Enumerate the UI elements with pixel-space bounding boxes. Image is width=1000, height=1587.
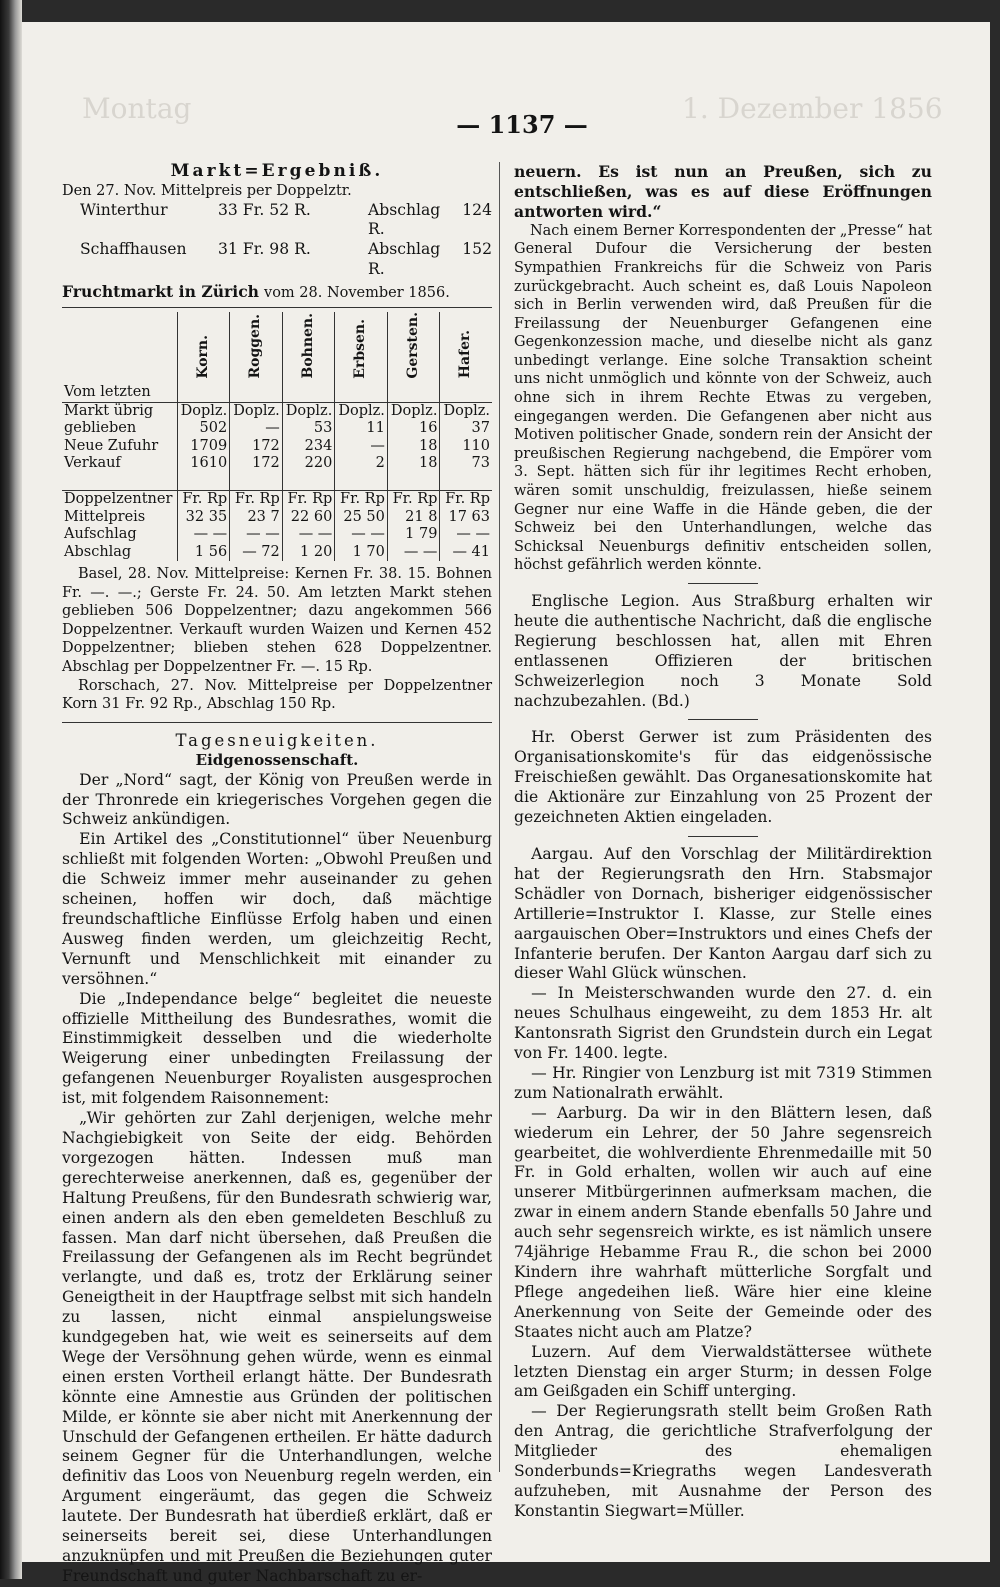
table-row: Verkauf 1610 172 220 2 18 73 (64, 455, 490, 472)
page-number: — 1137 — (456, 110, 588, 139)
article-paragraph: Nach einem Berner Korrespondenten der „Presse“ hat General Dufour die Versicherung der besten Sympathien Frankreichs für die Schweiz von Paris zurückgebracht. Auch scheint es, daß Louis Napoleon sich in Berlin verwenden wird, daß Preußen für die Freilassung der Neuenburger Gefangenen eine Gegenkonzession mache, und dieselbe nicht als ganz unbedingt verlange. Eine solche Transaktion scheint uns nicht unmöglich und könnte von der Schweiz, auch ohne sich in ihrem Rechte Etwas zu vergeben, eingegangen werden. Die Gefangenen aber nicht aus Motiven politischer Gnade, sondern rein der Ansicht der preußischen Regierung nachgebend, die Empörer vom 3. Sept. hätten sich für ihr legitimes Recht erhoben, wären somit unschuldig, freizulassen, hieße seinem Gegner nur eine Waffe in die Hände geben, die der Schweiz bei den Unterhandlungen, welche das Schicksal Neuenburgs definitiv entscheiden sollen, höchst gefährlich werden könnte. (514, 222, 932, 574)
frucht-table (62, 312, 492, 561)
col-header: Gersten. (387, 312, 440, 384)
eidg-title: Eidgenossenschaft. (195, 750, 359, 769)
table-row: Abschlag 1 56 — 72 1 20 1 70 — — — 41 (64, 543, 490, 560)
col-header: Korn. (177, 312, 230, 384)
frucht-heading (62, 282, 492, 303)
col-header: Erbsen. (335, 312, 388, 384)
markt-price: 31 Fr. 98 R. (218, 240, 311, 259)
table-row: Markt übrig Doplz. Doplz. Doplz. Doplz. Doplz. Doplz. (64, 402, 490, 419)
markt-abschlag: Abschlag 124 R. (368, 200, 492, 239)
article-paragraph: — Der Regierungsrath stellt beim Großen Rath den Antrag, die gerichtliche Strafverfolgung der Mitglieder des ehemaligen Sonderbunds=Kriegraths wegen Landesverath aufzuheben, mit Ausnahme der Person des Konstantin Siegwart=Müller. (514, 1402, 932, 1520)
tages-title: Tagesneuigkeiten. (175, 730, 379, 750)
bleed-through-right: 1. Dezember 1856 (682, 92, 943, 125)
markt-place: Winterthur (80, 200, 168, 219)
article-paragraph: Ein Artikel des „Constitutionnel“ über Neuenburg schließt mit folgenden Worten: „Obwohl Preußen und die Schweiz immer mehr auseinander zu gehen scheinen, hoffen wir doch, daß mächtige freundschaftliche Einflüsse Erfolg haben und einen Ausweg finden werden, um gleichzeitig Recht, Vernunft und Menschlichkeit mit einander zu versöhnen.“ (62, 830, 492, 988)
frucht-title: Fruchtmarkt in Zürich (62, 282, 260, 302)
rorschach-report: Rorschach, 27. Nov. Mittelpreise per Doppelzentner Korn 31 Fr. 92 Rp., Abschlag 150 Rp. (62, 677, 492, 713)
article-paragraph: Hr. Oberst Gerwer ist zum Präsidenten des Organisationskomite's für das eidgenössische Freischießen gewählt. Das Organesationskomite hat die Aktionäre zur Einzahlung von 25 Prozent der gezeichneten Aktien eingeladen. (514, 728, 932, 827)
table-row: Vom letzten (62, 384, 492, 402)
col-header: Bohnen. (282, 312, 335, 384)
markt-place: Schaffhausen (80, 240, 187, 259)
article-separator (688, 719, 758, 720)
table-row: Doppelzentner Fr. Rp Fr. Rp Fr. Rp Fr. Rp Fr. Rp Fr. Rp (64, 491, 490, 508)
col-header: Hafer. (440, 312, 492, 384)
frucht-date: vom 28. November 1856. (264, 285, 450, 302)
table-row: Aufschlag — — — — — — — — 1 79 — — (64, 526, 490, 543)
table-header-row (62, 312, 492, 384)
table-spacer (62, 473, 492, 491)
markt-row (62, 201, 492, 241)
table-top-rule (62, 307, 492, 308)
markt-date: Den 27. Nov. Mittelpreis per Doppelztr. (62, 182, 352, 199)
markt-row (62, 240, 492, 280)
table-row: Mittelpreis 32 35 23 7 22 60 25 50 21 8 17 63 (64, 508, 490, 525)
article-separator (688, 836, 758, 837)
article-paragraph: Englische Legion. Aus Straßburg erhalten wir heute die authentische Nachricht, daß die englische Regierung beschlossen hat, allen mit Ehren entlassenen Offizieren der britischen Schweizerlegion noch 3 Monate Sold nachzubezahlen. (Bd.) (514, 592, 932, 710)
article-paragraph: — Aarburg. Da wir in den Blättern lesen, daß wiederum ein Lehrer, der 50 Jahre segensreich gearbeitet, die wohlverdiente Ehrenmedaille mit 50 Fr. in Gold erhalten, wollen wir auch auf eine unserer Mitbürgerinnen aufmerksam machen, die zwar in einem andern Stande ebenfalls 50 Jahre und auch sehr segensreich wirkte, es ist nämlich unsere 74jährige Hebamme Frau R., die schon bei 2000 Kindern ihre wahrhaft mütterliche Sorgfalt und Pflege angedeihen ließ. Wäre hier eine kleine Anerkennung von Seite der Gemeinde oder des Staates nicht auch am Platze? (514, 1103, 932, 1341)
markt-price: 33 Fr. 52 R. (218, 200, 311, 219)
article-paragraph: — In Meisterschwanden wurde den 27. d. ein neues Schulhaus eingeweiht, zu dem 1853 Hr. alt Kantonsrath Sigrist den Grundstein durch ein Legat von Fr. 1400. legte. (514, 984, 932, 1063)
table-corner (62, 312, 177, 384)
article-paragraph: Der „Nord“ sagt, der König von Preußen werde in der Thronrede ein kriegerisches Vorgehen gegen die Schweiz ankündigen. (62, 770, 492, 829)
right-column (514, 162, 932, 1522)
table-row: Neue Zufuhr 1709 172 234 — 18 110 (64, 437, 490, 454)
column-divider (499, 162, 500, 1472)
newspaper-page (22, 22, 990, 1585)
basel-report: Basel, 28. Nov. Mittelpreise: Kernen Fr. 38. 15. Bohnen Fr. —. —.; Gerste Fr. 24. 50. Am letzten Markt stehen geblieben 506 Doppelzentner; dazu angekommen 566 Doppelzentner. Verkauft wurden Waizen und Kernen 452 Doppelzentner; blieben stehen 628 Doppelzentner. Abschlag per Doppelzentner Fr. —. 15 Rp. (62, 566, 492, 676)
article-paragraph: „Wir gehörten zur Zahl derjenigen, welche mehr Nachgiebigkeit von Seite der eidg. Behörden vorgezogen hätten. Indessen muß man gerechterweise anerkennen, daß es, gegenüber der Haltung Preußens, für den Bundesrath schwierig war, einen andern als den eben gemeldeten Beschluß zu fassen. Man darf nicht übersehen, daß Preußen die Freilassung der Gefangenen als im Recht begründet verlangte, und daß es, trotz der Erklärung seiner Geneigtheit in der Hauptfrage selbst mit sich handeln zu lassen, nicht einmal anspielungsweise kundgegeben hat, wie weit es seinerseits auf dem Wege der Versöhnung gehen würde, wenn es einmal einen ersten Vortheil erlangt hätte. Der Bundesrath könnte eine Amnestie aus Gründen der politischen Milde, er könnte sie aber nicht mit Anerkennung der Unschuld der Gefangenen ertheilen. Er hätte dadurch seinem Gegner für die Unterhandlungen, welche definitiv das Loos von Neuenburg regeln werden, ein Argument eingeräumt, das gegen die Schweiz lautete. Der Bundesrath hat überdieß erklärt, daß er seinerseits bereit sei, diese Unterhandlungen anzuknüpfen und mit Preußen die Beziehungen guter Freundschaft und guter Nachbarschaft zu er- (62, 1109, 492, 1585)
col-header: Roggen. (230, 312, 283, 384)
book-binding (0, 0, 22, 1579)
table-row: geblieben 502 — 53 11 16 37 (64, 420, 490, 437)
article-separator (688, 583, 758, 584)
markt-title: Markt=Ergebniß. (170, 161, 384, 181)
article-paragraph: — Hr. Ringier von Lenzburg ist mit 7319 Stimmen zum Nationalrath erwählt. (514, 1063, 932, 1102)
article-paragraph: Aargau. Auf den Vorschlag der Militärdirektion hat der Regierungsrath den Hrn. Stabsmajor Schädler von Dornach, bisheriger eidgenössischer Artillerie=Instruktor I. Klasse, zur Stelle eines aargauischen Ober=Instruktors und eines Chefs der Infanterie berufen. Der Kanton Aargau darf sich zu dieser Wahl Glück wünschen. (514, 844, 932, 983)
article-paragraph: Die „Independance belge“ begleitet die neueste offizielle Mittheilung des Bundesrathes, womit die Einstimmigkeit desselben und die wiederholte Weigerung einer unbedingten Freilassung der gefangenen Neuenburger Royalisten ausgesprochen ist, mit folgendem Raisonnement: (62, 989, 492, 1108)
article-paragraph: Luzern. Auf dem Vierwaldstättersee wüthete letzten Dienstag ein arger Sturm; in dessen Folge am Geißgaden ein Schiff unterging. (514, 1342, 932, 1401)
continuation-text: neuern. Es ist nun an Preußen, sich zu entschließen, was es auf diese Eröffnungen antworten wird.“ (514, 162, 932, 221)
bleed-through-left: Montag (82, 92, 192, 125)
markt-abschlag: Abschlag 152 R. (368, 240, 492, 279)
section-rule (62, 722, 492, 723)
left-column (62, 162, 492, 1587)
